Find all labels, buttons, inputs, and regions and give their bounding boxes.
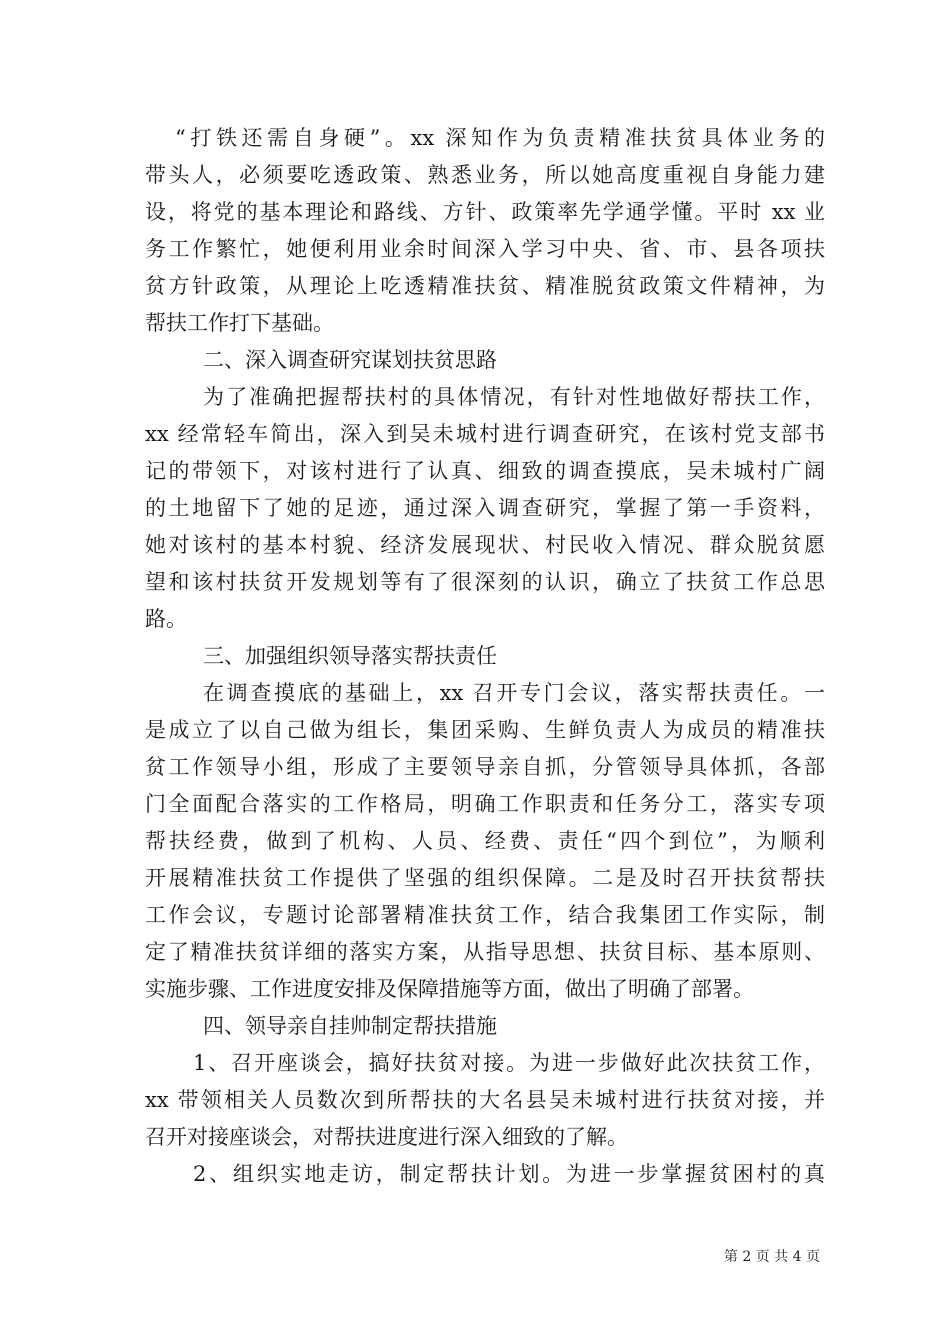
- text-line: 为了准确把握帮扶村的具体情况，有针对性地做好帮扶工作，: [203, 385, 825, 409]
- text-line: 记的带领下，对该村进行了认真、细致的调查摸底，吴未城村广阔: [145, 459, 825, 483]
- text-line: 工作会议，专题讨论部署精准扶贫工作，结合我集团工作实际，制: [145, 903, 825, 927]
- text-line: 贫工作领导小组，形成了主要领导亲自抓，分管领导具体抓，各部: [145, 755, 825, 779]
- page-number: 第 2 页 共 4 页: [723, 1249, 820, 1265]
- text-line: 召开对接座谈会，对帮扶进度进行深入细致的了解。: [145, 1125, 628, 1149]
- text-line: 帮扶工作打下基础。: [145, 311, 334, 335]
- text-line: 路。: [145, 607, 187, 631]
- text-line: 望和该村扶贫开发规划等有了很深刻的认识，确立了扶贫工作总思: [145, 570, 825, 594]
- text-line: 门全面配合落实的工作格局，明确工作职责和任务分工，落实专项: [145, 792, 825, 816]
- text-line: 贫方针政策，从理论上吃透精准扶贫、精准脱贫政策文件精神，为: [145, 274, 825, 298]
- text-line: xx 带领相关人员数次到所帮扶的大名县吴未城村进行扶贫对接，并: [145, 1088, 825, 1112]
- document-body: [145, 120, 825, 1193]
- text-line: 她对该村的基本村貌、经济发展现状、村民收入情况、群众脱贫愿: [145, 533, 825, 557]
- section-heading: 三、加强组织领导落实帮扶责任: [203, 644, 497, 668]
- text-line: 定了精准扶贫详细的落实方案，从指导思想、扶贫目标、基本原则、: [145, 940, 825, 964]
- section-heading: 四、领导亲自挂帅制定帮扶措施: [203, 1014, 497, 1038]
- text-line: 的土地留下了她的足迹，通过深入调查研究，掌握了第一手资料，: [145, 496, 825, 520]
- text-line: 在调查摸底的基础上，xx 召开专门会议，落实帮扶责任。一: [203, 681, 825, 705]
- text-line: 实施步骤、工作进度安排及保障措施等方面，做出了明确了部署。: [145, 977, 754, 1001]
- text-line: 开展精准扶贫工作提供了坚强的组织保障。二是及时召开扶贫帮扶: [145, 866, 825, 890]
- text-line: 带头人，必须要吃透政策、熟悉业务，所以她高度重视自身能力建: [145, 163, 825, 187]
- text-line: 务工作繁忙，她便利用业余时间深入学习中央、省、市、县各项扶: [145, 237, 825, 261]
- text-line: 1、召开座谈会，搞好扶贫对接。为进一步做好此次扶贫工作，: [193, 1051, 825, 1075]
- text-line: xx 经常轻车简出，深入到吴未城村进行调查研究，在该村党支部书: [145, 422, 825, 446]
- text-line: “打铁还需自身硬”。xx 深知作为负责精准扶贫具体业务的: [175, 126, 825, 150]
- text-line: 是成立了以自己做为组长，集团采购、生鲜负责人为成员的精准扶: [145, 718, 825, 742]
- text-line: 帮扶经费，做到了机构、人员、经费、责任“四个到位”，为顺利: [145, 829, 825, 853]
- text-line: 设，将党的基本理论和路线、方针、政策率先学通学懂。平时 xx 业: [145, 200, 825, 224]
- section-heading: 二、深入调查研究谋划扶贫思路: [203, 348, 497, 372]
- text-line: 2、组织实地走访，制定帮扶计划。为进一步掌握贫困村的真: [193, 1162, 825, 1186]
